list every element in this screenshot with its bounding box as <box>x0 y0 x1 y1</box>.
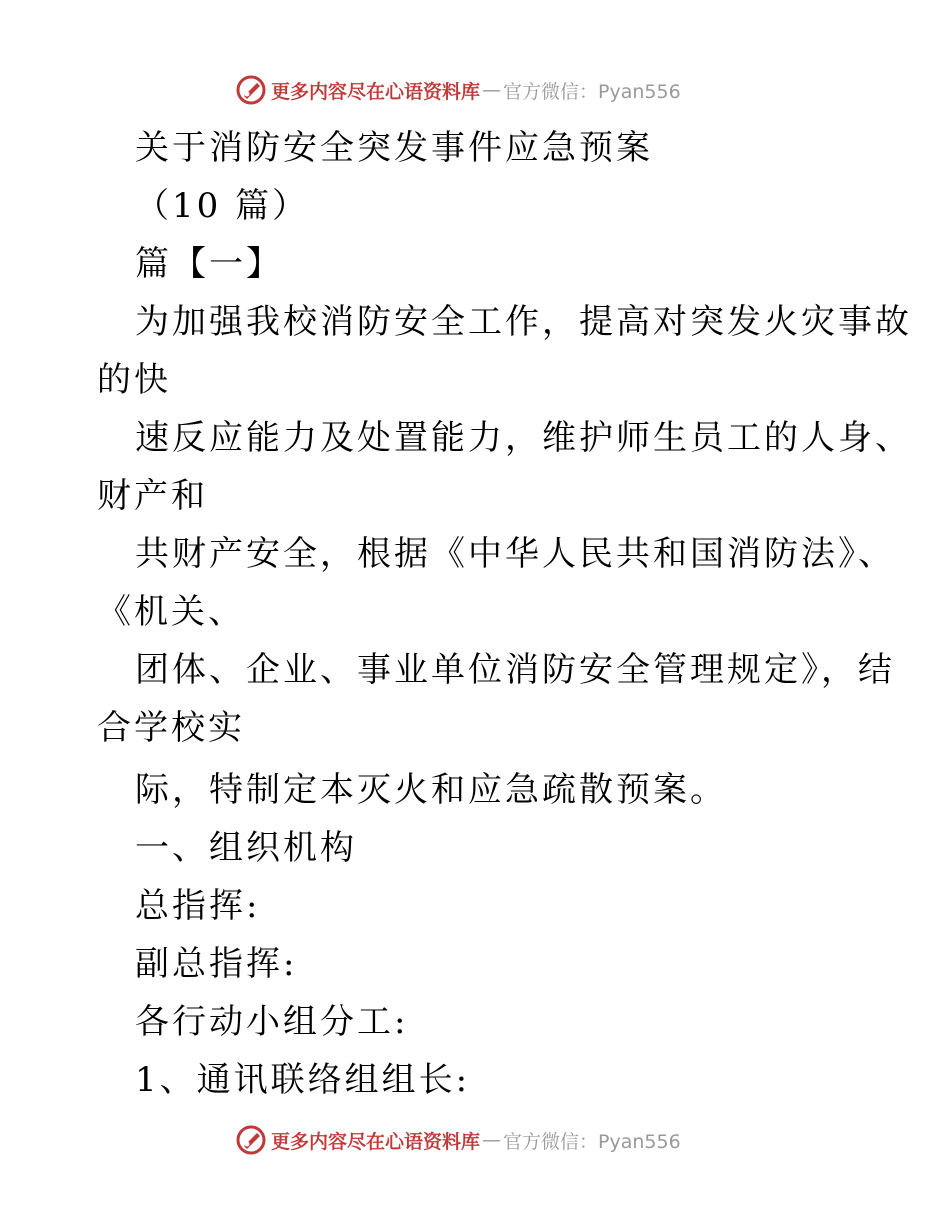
paragraph-line: 共财产安全，根据《中华人民共和国消防法》、 <box>135 534 895 574</box>
section-heading: 一、组织机构 <box>135 828 357 868</box>
banner-separator: — <box>482 1129 502 1151</box>
paragraph-line: 速反应能力及处置能力，维护师生员工的人身、 <box>135 418 912 458</box>
paragraph-line: 团体、企业、事业单位消防安全管理规定》，结 <box>135 650 895 690</box>
document-subtitle: （10 篇） <box>135 186 310 226</box>
header-banner <box>235 72 681 108</box>
banner-title: 更多内容尽在心语资料库 <box>271 1130 481 1153</box>
paragraph-line: 的快 <box>97 360 171 400</box>
list-item: 副总指挥: <box>135 944 298 984</box>
logo-icon <box>235 1124 267 1156</box>
paragraph-line: 为加强我校消防安全工作，提高对突发火灾事故 <box>135 302 912 342</box>
paragraph-line: 合学校实 <box>97 708 245 748</box>
banner-title: 更多内容尽在心语资料库 <box>271 80 481 103</box>
banner-wechat: 官方微信：Pyan556 <box>503 80 681 103</box>
list-item: 1、通讯联络组组长: <box>135 1060 471 1100</box>
paragraph-line: 际，特制定本灭火和应急疏散预案。 <box>135 770 727 810</box>
logo-icon <box>235 74 267 106</box>
paragraph-line: 财产和 <box>97 476 208 516</box>
banner-separator: — <box>482 79 502 101</box>
paragraph-line: 《机关、 <box>97 592 245 632</box>
document-title: 关于消防安全突发事件应急预案 <box>135 128 653 168</box>
list-item: 总指挥: <box>135 886 261 926</box>
banner-wechat: 官方微信：Pyan556 <box>503 1130 681 1153</box>
list-item: 各行动小组分工: <box>135 1002 409 1042</box>
footer-banner <box>235 1122 681 1158</box>
section-heading: 篇【一】 <box>135 244 283 284</box>
